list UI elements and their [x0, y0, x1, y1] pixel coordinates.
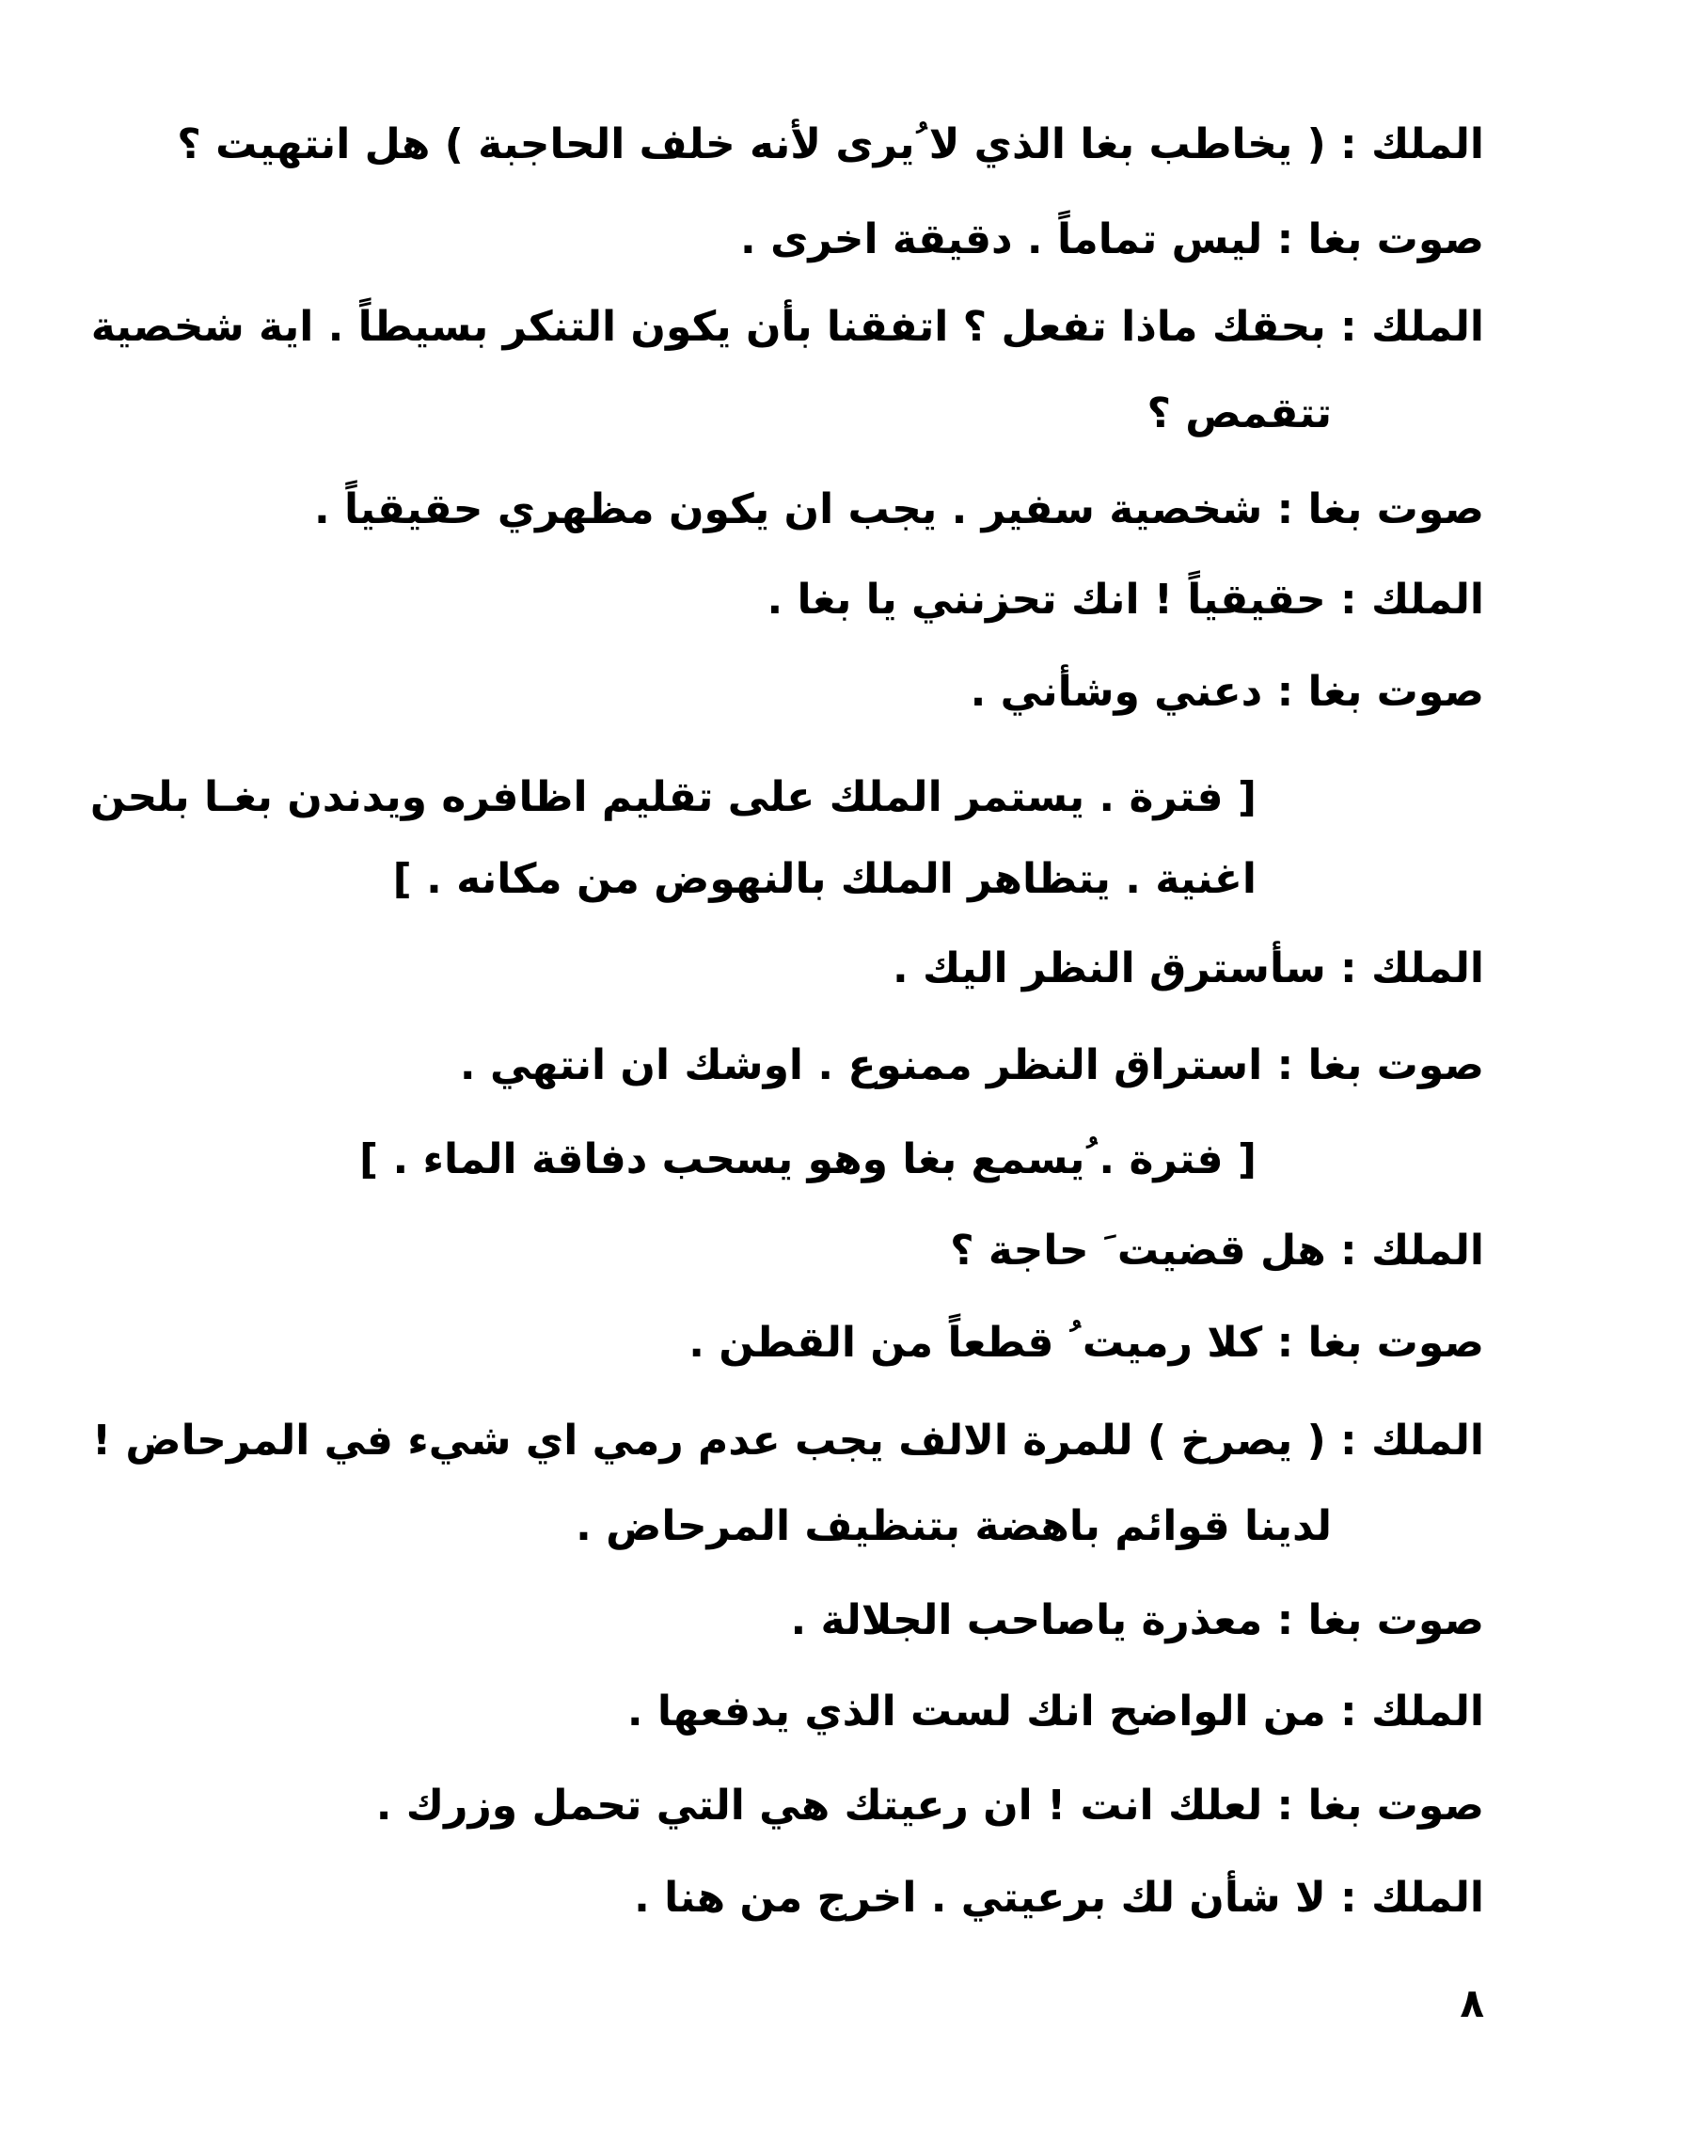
dialogue-line-king-continued: تتقمص ؟: [1147, 389, 1332, 437]
dialogue-line-bugha: صوت بغا : لعلك انت ! ان رعيتك هي التي تحمل وزرك .: [375, 1782, 1484, 1830]
dialogue-line-king: الملك : من الواضح انك لست الذي يدفعها .: [626, 1688, 1484, 1736]
page-number: ٨: [1460, 1980, 1484, 2026]
dialogue-line-bugha: صوت بغا : استراق النظر ممنوع . اوشك ان انتهي .: [459, 1041, 1484, 1089]
dialogue-line-king-continued: لدينا قوائم باهضة بتنظيف المرحاض .: [576, 1502, 1332, 1550]
dialogue-line-bugha: صوت بغا : دعني وشأني .: [970, 668, 1484, 716]
dialogue-line-king: الملك : حقيقياً ! انك تحزنني يا بغا .: [767, 576, 1484, 624]
dialogue-line-king: الملك : ( يصرخ ) للمرة الالف يجب عدم رمي اي شيء في المرحاض !: [92, 1417, 1484, 1465]
dialogue-line-king: الملك : لا شأن لك برعيتي . اخرج من هنا .: [634, 1874, 1484, 1922]
dialogue-line-bugha: صوت بغا : شخصية سفير . يجب ان يكون مظهري حقيقياً .: [313, 485, 1484, 533]
dialogue-line-bugha: صوت بغا : معذرة ياصاحب الجلالة .: [790, 1596, 1484, 1644]
dialogue-line-bugha: صوت بغا : ليس تماماً . دقيقة اخرى .: [740, 215, 1484, 263]
stage-direction: [ فترة . ُيسمع بغا وهو يسحب دفاقة الماء . ]: [359, 1135, 1257, 1183]
dialogue-line-king: الملك : ( يخاطب بغا الذي لا ُيرى لأنه خلف الحاجبة ) هل انتهيت ؟: [177, 120, 1484, 168]
dialogue-line-king: الملك : بحقك ماذا تفعل ؟ اتفقنا بأن يكون التنكر بسيطاً . اية شخصية: [90, 303, 1484, 351]
dialogue-line-king: الملك : سأسترق النظر اليك .: [893, 944, 1484, 992]
stage-direction-continued: اغنية . يتظاهر الملك بالنهوض من مكانه . ]: [392, 855, 1257, 903]
dialogue-line-bugha: صوت بغا : كلا رميت ُ قطعاً من القطن .: [688, 1319, 1484, 1367]
stage-direction: [ فترة . يستمر الملك على تقليم اظافره ويدندن بغـا بلحن: [89, 773, 1257, 821]
dialogue-line-king: الملك : هل قضيت َ حاجة ؟: [950, 1227, 1484, 1275]
